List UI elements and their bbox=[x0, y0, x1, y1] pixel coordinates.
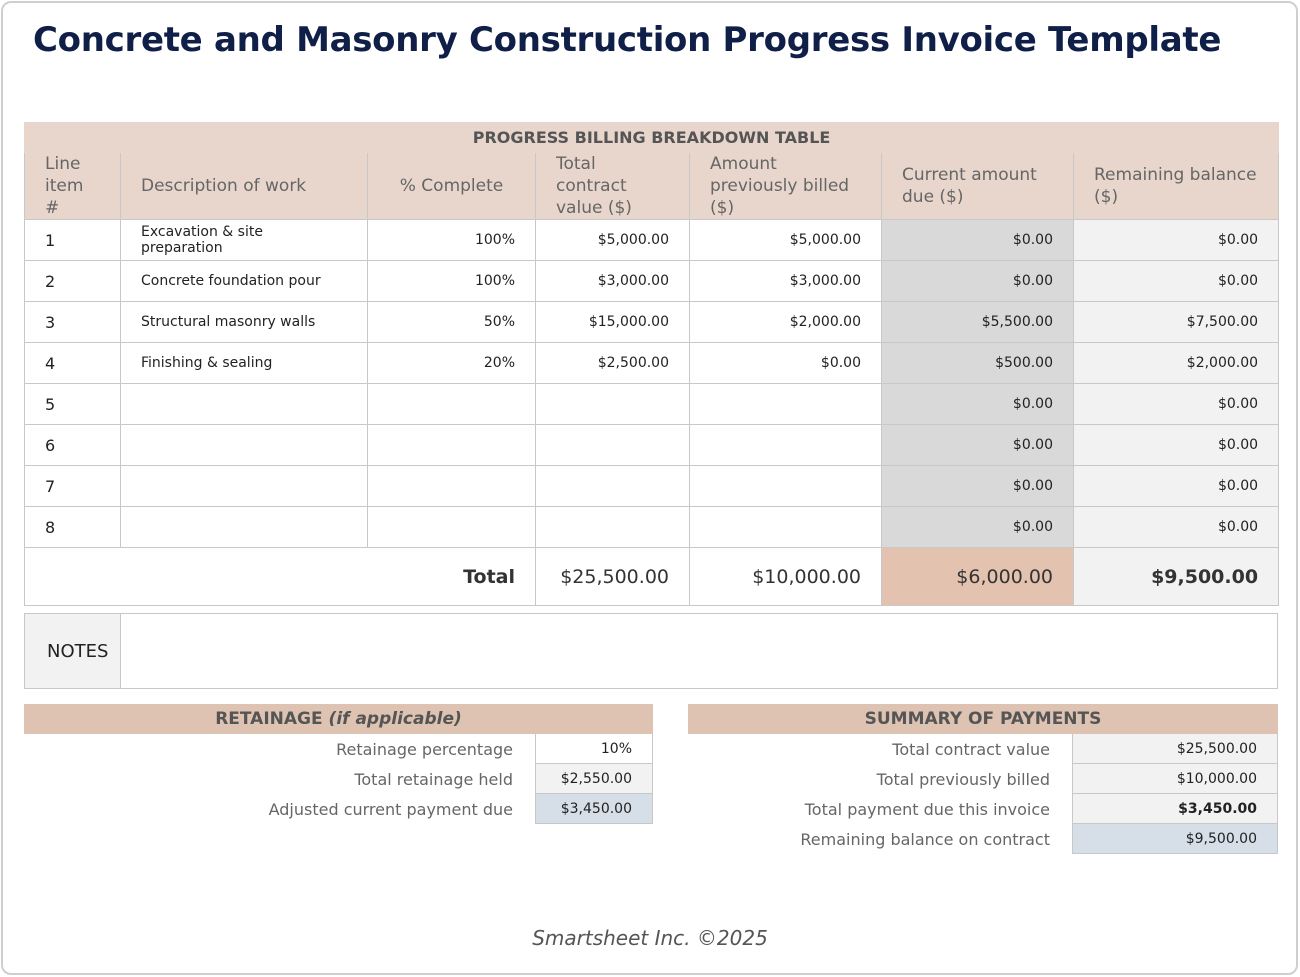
percent-complete-cell[interactable] bbox=[368, 425, 536, 466]
remaining-balance-cell: $0.00 bbox=[1074, 220, 1279, 261]
previously-billed-cell[interactable]: $5,000.00 bbox=[690, 220, 882, 261]
current-due-cell: $0.00 bbox=[882, 466, 1074, 507]
retainage-section bbox=[24, 704, 653, 824]
remaining-balance-cell: $0.00 bbox=[1074, 384, 1279, 425]
current-due-cell: $0.00 bbox=[882, 384, 1074, 425]
header-remaining-balance: Remaining balance ($) bbox=[1074, 153, 1279, 220]
description-cell[interactable]: Concrete foundation pour bbox=[121, 261, 368, 302]
current-due-cell: $5,500.00 bbox=[882, 302, 1074, 343]
percent-complete-cell[interactable]: 100% bbox=[368, 261, 536, 302]
header-line-item: Line item # bbox=[25, 153, 121, 220]
header-description: Description of work bbox=[121, 153, 368, 220]
contract-value-cell[interactable]: $2,500.00 bbox=[536, 343, 690, 384]
description-cell[interactable]: Finishing & sealing bbox=[121, 343, 368, 384]
description-cell[interactable] bbox=[121, 384, 368, 425]
summary-header: SUMMARY OF PAYMENTS bbox=[688, 704, 1278, 734]
summary-value: $9,500.00 bbox=[1072, 824, 1278, 854]
summary-row bbox=[688, 734, 1278, 764]
notes-field[interactable] bbox=[121, 614, 1278, 689]
retainage-label: Total retainage held bbox=[354, 769, 513, 789]
progress-billing-table bbox=[24, 122, 1279, 606]
contract-value-cell[interactable]: $3,000.00 bbox=[536, 261, 690, 302]
table-row bbox=[25, 384, 1279, 425]
header-previously-billed: Amount previously billed ($) bbox=[690, 153, 882, 220]
description-cell[interactable]: Structural masonry walls bbox=[121, 302, 368, 343]
retainage-value: $3,450.00 bbox=[535, 794, 653, 824]
footer-credit: Smartsheet Inc. ©2025 bbox=[532, 926, 768, 950]
previously-billed-cell[interactable]: $3,000.00 bbox=[690, 261, 882, 302]
line-number-cell[interactable]: 4 bbox=[25, 343, 121, 384]
percent-complete-cell[interactable] bbox=[368, 466, 536, 507]
description-cell[interactable] bbox=[121, 507, 368, 548]
header-percent-complete: % Complete bbox=[368, 153, 536, 220]
contract-value-cell[interactable] bbox=[536, 507, 690, 548]
previously-billed-cell[interactable] bbox=[690, 466, 882, 507]
current-due-cell: $0.00 bbox=[882, 507, 1074, 548]
summary-value: $3,450.00 bbox=[1072, 794, 1278, 824]
total-label: Total bbox=[25, 548, 536, 606]
summary-label: Remaining balance on contract bbox=[800, 829, 1050, 849]
notes-label: NOTES bbox=[25, 614, 121, 689]
summary-label: Total previously billed bbox=[876, 769, 1050, 789]
summary-label: Total payment due this invoice bbox=[804, 799, 1050, 819]
header-total-contract: Total contract value ($) bbox=[536, 153, 690, 220]
contract-value-cell[interactable] bbox=[536, 466, 690, 507]
line-number-cell[interactable]: 5 bbox=[25, 384, 121, 425]
percent-complete-cell[interactable] bbox=[368, 384, 536, 425]
previously-billed-cell[interactable]: $0.00 bbox=[690, 343, 882, 384]
remaining-balance-cell: $0.00 bbox=[1074, 261, 1279, 302]
retainage-value: $2,550.00 bbox=[535, 764, 653, 794]
summary-label: Total contract value bbox=[892, 739, 1050, 759]
retainage-row bbox=[24, 794, 653, 824]
summary-section bbox=[688, 704, 1278, 854]
contract-value-cell[interactable] bbox=[536, 384, 690, 425]
current-due-cell: $0.00 bbox=[882, 220, 1074, 261]
table-title: PROGRESS BILLING BREAKDOWN TABLE bbox=[25, 123, 1279, 153]
summary-row bbox=[688, 824, 1278, 854]
description-cell[interactable] bbox=[121, 425, 368, 466]
percent-complete-cell[interactable]: 100% bbox=[368, 220, 536, 261]
remaining-balance-cell: $0.00 bbox=[1074, 507, 1279, 548]
contract-value-cell[interactable] bbox=[536, 425, 690, 466]
description-cell[interactable]: Excavation & site preparation bbox=[121, 220, 368, 261]
retainage-row bbox=[24, 734, 653, 764]
summary-value: $25,500.00 bbox=[1072, 734, 1278, 764]
previously-billed-cell[interactable]: $2,000.00 bbox=[690, 302, 882, 343]
contract-value-cell[interactable]: $5,000.00 bbox=[536, 220, 690, 261]
percent-complete-cell[interactable]: 50% bbox=[368, 302, 536, 343]
retainage-label: Retainage percentage bbox=[336, 739, 513, 759]
current-due-cell: $500.00 bbox=[882, 343, 1074, 384]
total-current: $6,000.00 bbox=[882, 548, 1074, 606]
current-due-cell: $0.00 bbox=[882, 425, 1074, 466]
remaining-balance-cell: $0.00 bbox=[1074, 425, 1279, 466]
page-title: Concrete and Masonry Construction Progress Invoice Template bbox=[33, 20, 1222, 60]
line-number-cell[interactable]: 7 bbox=[25, 466, 121, 507]
summary-row bbox=[688, 794, 1278, 824]
retainage-row bbox=[24, 764, 653, 794]
table-row bbox=[25, 302, 1279, 343]
header-current-due: Current amount due ($) bbox=[882, 153, 1074, 220]
current-due-cell: $0.00 bbox=[882, 261, 1074, 302]
contract-value-cell[interactable]: $15,000.00 bbox=[536, 302, 690, 343]
remaining-balance-cell: $2,000.00 bbox=[1074, 343, 1279, 384]
description-cell[interactable] bbox=[121, 466, 368, 507]
percent-complete-cell[interactable] bbox=[368, 507, 536, 548]
line-number-cell[interactable]: 6 bbox=[25, 425, 121, 466]
line-number-cell[interactable]: 2 bbox=[25, 261, 121, 302]
total-previous: $10,000.00 bbox=[690, 548, 882, 606]
total-contract: $25,500.00 bbox=[536, 548, 690, 606]
previously-billed-cell[interactable] bbox=[690, 425, 882, 466]
previously-billed-cell[interactable] bbox=[690, 507, 882, 548]
remaining-balance-cell: $7,500.00 bbox=[1074, 302, 1279, 343]
notes-section bbox=[24, 613, 1278, 689]
table-row bbox=[25, 466, 1279, 507]
total-remaining: $9,500.00 bbox=[1074, 548, 1279, 606]
table-row bbox=[25, 220, 1279, 261]
line-number-cell[interactable]: 1 bbox=[25, 220, 121, 261]
summary-value: $10,000.00 bbox=[1072, 764, 1278, 794]
remaining-balance-cell: $0.00 bbox=[1074, 466, 1279, 507]
table-row bbox=[25, 507, 1279, 548]
table-row bbox=[25, 343, 1279, 384]
line-number-cell[interactable]: 8 bbox=[25, 507, 121, 548]
retainage-header: RETAINAGE (if applicable) bbox=[24, 704, 653, 734]
table-row bbox=[25, 261, 1279, 302]
previously-billed-cell[interactable] bbox=[690, 384, 882, 425]
retainage-value[interactable]: 10% bbox=[535, 734, 653, 764]
retainage-label: Adjusted current payment due bbox=[268, 799, 513, 819]
summary-row bbox=[688, 764, 1278, 794]
percent-complete-cell[interactable]: 20% bbox=[368, 343, 536, 384]
table-row bbox=[25, 425, 1279, 466]
line-number-cell[interactable]: 3 bbox=[25, 302, 121, 343]
